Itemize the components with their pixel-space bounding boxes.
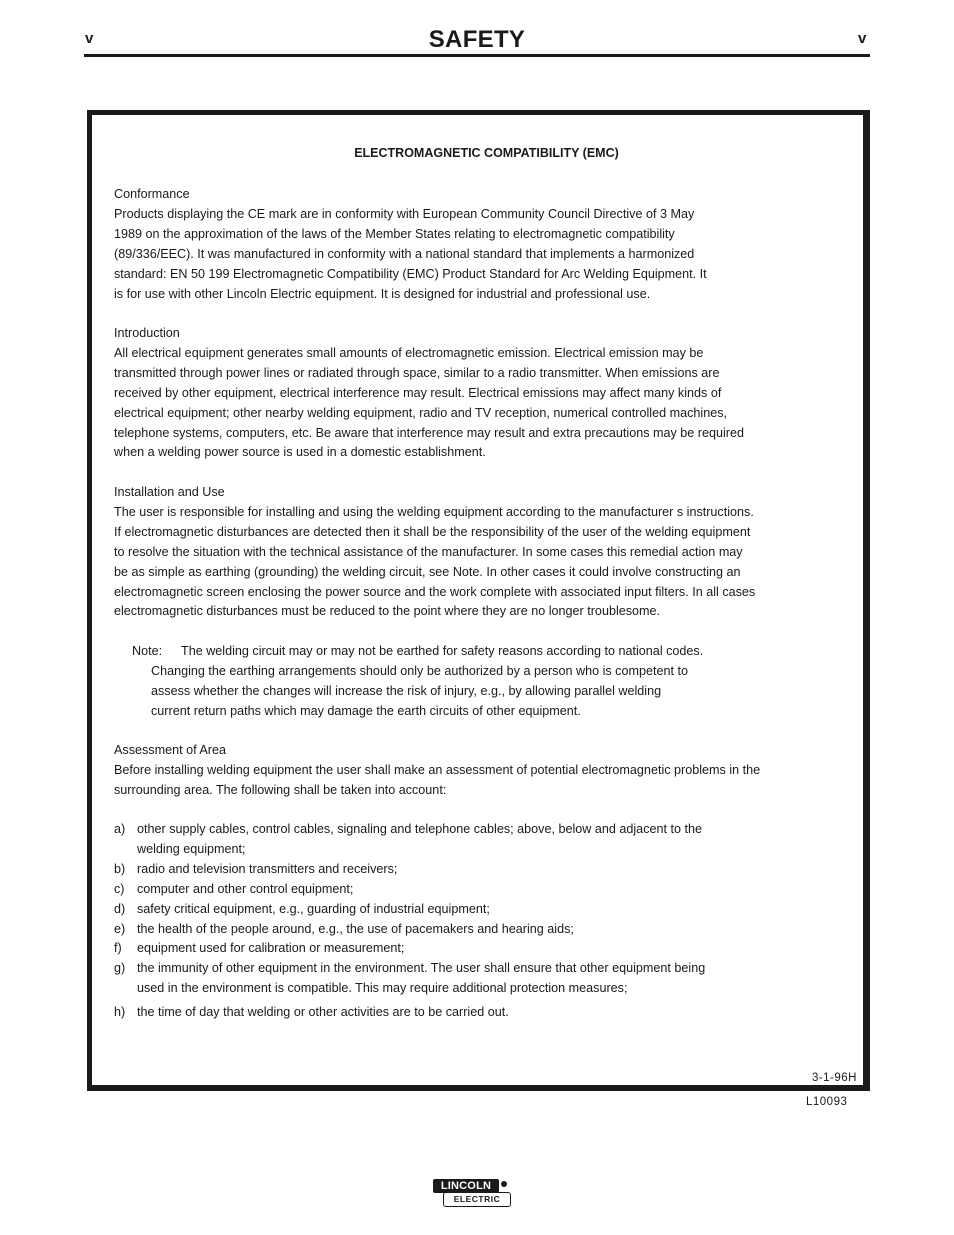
note-label: Note: [132, 644, 163, 658]
assessment-section [114, 741, 859, 801]
list-item-letter: a) [114, 822, 126, 836]
list-item-text: other supply cables, control cables, signaling and telephone cables; above, below and adjacent to the [137, 822, 703, 836]
list-item-text: welding equipment; [137, 841, 246, 856]
lincoln-electric-logo [433, 1179, 513, 1207]
revision-code: 3-1-96H [811, 1072, 857, 1084]
installation-line: If electromagnetic disturbances are detected then it shall be the responsibility of the user of the welding equipment [114, 524, 751, 539]
list-item [114, 880, 859, 900]
list-item-letter: c) [114, 881, 125, 896]
introduction-section [114, 324, 859, 463]
conformance-line: (89/336/EEC). It was manufactured in conformity with a national standard that implements a harmonized [114, 246, 695, 261]
list-item-letter: e) [114, 921, 126, 936]
emc-box [87, 110, 870, 1091]
list-item [114, 1003, 859, 1023]
page-number-right: v [858, 30, 867, 47]
header-rule [84, 54, 870, 57]
installation-line: electromagnetic disturbances must be reduced to the point where they are no longer troublesome. [114, 604, 661, 619]
list-item [114, 920, 859, 940]
list-item-text: computer and other control equipment; [137, 881, 354, 896]
logo-bottom-text: ELECTRIC [443, 1192, 511, 1207]
installation-line: be as simple as earthing (grounding) the welding circuit, see Note. In other cases it could involve constructing an [114, 564, 741, 579]
conformance-line: standard: EN 50 199 Electromagnetic Compatibility (EMC) Product Standard for Arc Welding Equipment. It [114, 266, 707, 281]
list-item-text: equipment used for calibration or measurement; [137, 941, 405, 956]
installation-line: to resolve the situation with the technical assistance of the manufacturer. In some cases this remedial action may [114, 544, 743, 559]
page-number-left: v [85, 30, 94, 47]
introduction-line: All electrical equipment generates small amounts of electromagnetic emission. Electrical emission may be [114, 345, 704, 360]
list-item-text: used in the environment is compatible. This may require additional protection measures; [137, 981, 628, 996]
list-item-letter: h) [114, 1005, 126, 1020]
logo-top-text: LINCOLN [433, 1179, 499, 1193]
list-item-text: the immunity of other equipment in the environment. The user shall ensure that other equipment being [137, 961, 706, 976]
introduction-line: telephone systems, computers, etc. Be aware that interference may result and extra precautions may be required [114, 425, 745, 440]
installation-heading: Installation and Use [114, 485, 225, 499]
introduction-line: when a welding power source is used in a domestic establishment. [114, 445, 486, 460]
assessment-line: surrounding area. The following shall be taken into account: [114, 782, 447, 797]
assessment-line: Before installing welding equipment the user shall make an assessment of potential electromagnetic problems in the [114, 762, 761, 777]
registered-mark-icon [501, 1181, 507, 1187]
list-item [114, 959, 859, 999]
conformance-section [114, 185, 859, 304]
list-item [114, 820, 859, 860]
note-line: assess whether the changes will increase the risk of injury, e.g., by allowing parallel welding [151, 683, 662, 698]
list-item-letter: b) [114, 861, 126, 876]
note-line: Changing the earthing arrangements should only be authorized by a person who is competent to [151, 663, 688, 678]
list-item-text: safety critical equipment, e.g., guarding of industrial equipment; [137, 901, 490, 916]
introduction-line: received by other equipment, electrical interference may result. Electrical emissions may affect many kinds of [114, 385, 722, 400]
conformance-line: 1989 on the approximation of the laws of the Member States relating to electromagnetic compatibility [114, 226, 675, 241]
document-code: L10093 [806, 1096, 848, 1108]
conformance-line: is for use with other Lincoln Electric equipment. It is designed for industrial and professional use. [114, 286, 651, 301]
list-item [114, 900, 859, 920]
installation-section [114, 483, 859, 622]
note-line: The welding circuit may or may not be earthed for safety reasons according to national codes. [181, 644, 704, 658]
conformance-line: Products displaying the CE mark are in conformity with European Community Council Directive of 3 May [114, 206, 695, 221]
introduction-line: transmitted through power lines or radiated through space, similar to a radio transmitter. When emissions are [114, 365, 720, 380]
emc-title: ELECTROMAGNETIC COMPATIBILITY (EMC) [354, 146, 619, 160]
list-item-text: radio and television transmitters and receivers; [137, 861, 398, 876]
introduction-line: electrical equipment; other nearby welding equipment, radio and TV reception, numerical controlled machines, [114, 405, 728, 420]
list-item-letter: d) [114, 901, 126, 916]
page-title: SAFETY [428, 26, 526, 53]
list-item [114, 939, 859, 959]
introduction-heading: Introduction [114, 326, 180, 340]
note-block [132, 642, 832, 722]
conformance-heading: Conformance [114, 187, 190, 201]
list-item [114, 860, 859, 880]
installation-line: The user is responsible for installing and using the welding equipment according to the manufacturer s instructions. [114, 504, 754, 519]
assessment-heading: Assessment of Area [114, 743, 226, 757]
installation-line: electromagnetic screen enclosing the power source and the work complete with associated input filters. In all cases [114, 584, 756, 599]
list-item-text: the health of the people around, e.g., the use of pacemakers and hearing aids; [137, 921, 574, 936]
assessment-list [114, 820, 859, 1023]
note-line: current return paths which may damage the earth circuits of other equipment. [151, 703, 581, 718]
list-item-text: the time of day that welding or other activities are to be carried out. [137, 1005, 509, 1020]
list-item-letter: f) [114, 941, 122, 956]
list-item-letter: g) [114, 961, 126, 976]
